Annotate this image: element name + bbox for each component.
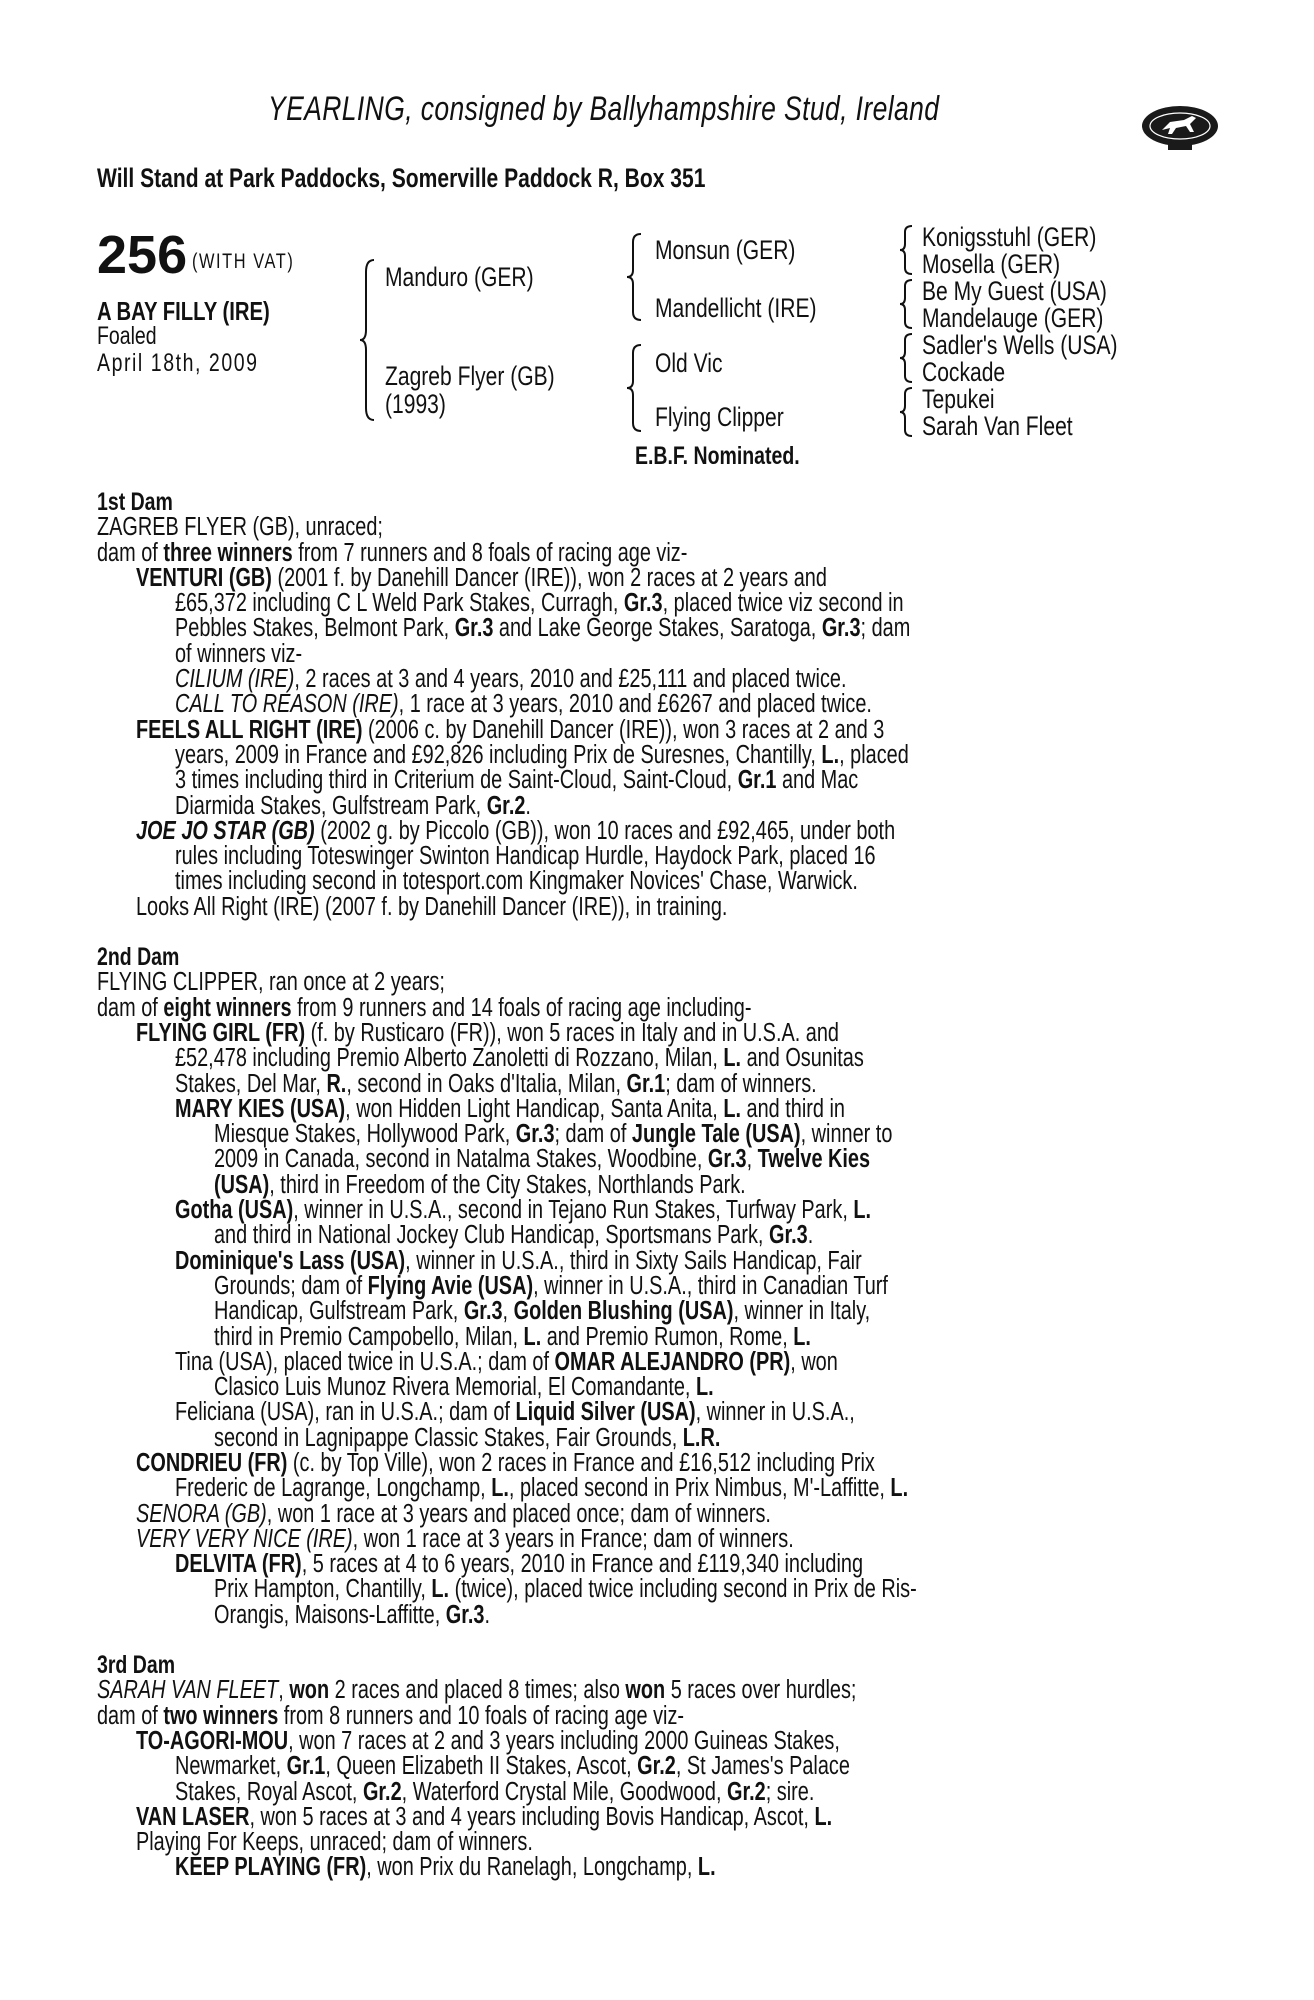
foaled-date: April 18th, 2009: [97, 349, 259, 377]
pedigree-brace-g3-4: [898, 386, 916, 438]
pedigree-brace-main: [358, 258, 378, 423]
lot-number: 256: [97, 225, 188, 285]
record-line: Dominique's Lass (USA), winner in U.S.A., third in Sixty Sails Handicap, Fair: [175, 1246, 862, 1275]
section-heading: 1st Dam: [97, 488, 173, 516]
record-line: SARAH VAN FLEET, won 2 races and placed 8 times; also won 5 races over hurdles;: [97, 1676, 857, 1705]
record-line: TO-AGORI-MOU, won 7 races at 2 and 3 years including 2000 Guineas Stakes,: [136, 1726, 840, 1755]
record-line: VENTURI (GB) (2001 f. by Danehill Dancer (IRE)), won 2 races at 2 years and: [136, 563, 827, 592]
pedigree-g3: Mosella (GER): [922, 249, 1061, 279]
pedigree-brace-g3-2: [898, 278, 916, 330]
pedigree-dam-dam: Flying Clipper: [655, 402, 784, 432]
record-line: Miesque Stakes, Hollywood Park, Gr.3; dam of Jungle Tale (USA), winner to: [214, 1120, 893, 1149]
record-line: FLYING GIRL (FR) (f. by Rusticaro (FR)), won 5 races in Italy and in U.S.A. and: [136, 1018, 839, 1047]
record-line: third in Premio Campobello, Milan, L. and Premio Rumon, Rome, L.: [214, 1322, 811, 1351]
pedigree-g3: Cockade: [922, 357, 1006, 387]
record-line: Handicap, Gulfstream Park, Gr.3, Golden Blushing (USA), winner in Italy,: [214, 1297, 871, 1326]
ebf-nominated: E.B.F. Nominated.: [635, 442, 800, 470]
record-line: and third in National Jockey Club Handicap, Sportsmans Park, Gr.3.: [214, 1221, 814, 1250]
yearling-bonus-badge: [1140, 98, 1220, 154]
record-line: Gotha (USA), winner in U.S.A., second in Tejano Run Stakes, Turfway Park, L.: [175, 1196, 872, 1225]
record-line: MARY KIES (USA), won Hidden Light Handicap, Santa Anita, L. and third in: [175, 1094, 845, 1123]
pedigree-dam-year: (1993): [385, 389, 446, 419]
record-line: KEEP PLAYING (FR), won Prix du Ranelagh, Longchamp, L.: [175, 1853, 716, 1882]
pedigree-g3: Konigsstuhl (GER): [922, 222, 1097, 252]
pedigree-sire-sire: Monsun (GER): [655, 235, 796, 265]
record-line: times including second in totesport.com Kingmaker Novices' Chase, Warwick.: [175, 867, 858, 896]
record-line: JOE JO STAR (GB) (2002 g. by Piccolo (GB)), won 10 races and £92,465, under both: [136, 816, 896, 845]
pedigree-g3: Sarah Van Fleet: [922, 411, 1073, 441]
pedigree-sire: Manduro (GER): [385, 262, 534, 292]
record-line: 3 times including third in Criterium de Saint-Cloud, Saint-Cloud, Gr.1 and Mac: [175, 766, 859, 795]
record-line: FLYING CLIPPER, ran once at 2 years;: [97, 968, 445, 997]
vat-label: (WITH VAT): [192, 250, 295, 273]
pedigree-sire-dam: Mandellicht (IRE): [655, 293, 817, 323]
record-line: Diarmida Stakes, Gulfstream Park, Gr.2.: [175, 791, 531, 820]
section-heading: 3rd Dam: [97, 1651, 176, 1680]
pedigree-dam-sire: Old Vic: [655, 348, 723, 378]
record-line: second in Lagnipappe Classic Stakes, Fair Grounds, L.R.: [214, 1423, 721, 1452]
record-line: SENORA (GB), won 1 race at 3 years and placed once; dam of winners.: [136, 1499, 771, 1528]
page-title: YEARLING, consigned by Ballyhampshire Stud, Ireland: [268, 90, 940, 128]
record-line: VAN LASER, won 5 races at 3 and 4 years including Bovis Handicap, Ascot, L.: [136, 1802, 833, 1831]
pedigree-g3: Tepukei: [922, 384, 995, 414]
first-dam-section: [97, 515, 1127, 920]
record-line: Stakes, Royal Ascot, Gr.2, Waterford Crystal Mile, Goodwood, Gr.2; sire.: [175, 1777, 815, 1806]
record-line: Newmarket, Gr.1, Queen Elizabeth II Stakes, Ascot, Gr.2, St James's Palace: [175, 1752, 850, 1781]
record-line: Looks All Right (IRE) (2007 f. by Danehill Dancer (IRE)), in training.: [136, 892, 728, 921]
record-line: CONDRIEU (FR) (c. by Top Ville), won 2 races in France and £16,512 including Prix: [136, 1448, 875, 1477]
record-line: Grounds; dam of Flying Avie (USA), winner in U.S.A., third in Canadian Turf: [214, 1271, 888, 1300]
record-line: Prix Hampton, Chantilly, L. (twice), placed twice including second in Prix de Ris-: [214, 1575, 917, 1604]
pedigree-g3: Mandelauge (GER): [922, 303, 1104, 333]
record-line: Clasico Luis Munoz Rivera Memorial, El Comandante, L.: [214, 1373, 714, 1402]
section-heading: 2nd Dam: [97, 943, 180, 972]
record-line: DELVITA (FR), 5 races at 4 to 6 years, 2010 in France and £119,340 including: [175, 1550, 864, 1579]
record-line: 2009 in Canada, second in Natalma Stakes, Woodbine, Gr.3, Twelve Kies: [214, 1145, 871, 1174]
record-line: £65,372 including C L Weld Park Stakes, Curragh, Gr.3, placed twice viz second in: [175, 589, 904, 618]
record-line: Playing For Keeps, unraced; dam of winners.: [136, 1828, 533, 1857]
record-line: Pebbles Stakes, Belmont Park, Gr.3 and Lake George Stakes, Saratoga, Gr.3; dam: [175, 614, 911, 643]
second-dam-section: [97, 970, 1127, 1628]
pedigree-brace-g3-3: [898, 332, 916, 384]
record-line: Feliciana (USA), ran in U.S.A.; dam of Liquid Silver (USA), winner in U.S.A.,: [175, 1398, 855, 1427]
stand-location: Will Stand at Park Paddocks, Somerville Paddock R, Box 351: [97, 163, 706, 193]
record-line: Orangis, Maisons-Laffitte, Gr.3.: [214, 1600, 491, 1629]
pedigree-g3: Sadler's Wells (USA): [922, 330, 1118, 360]
pedigree-brace-dam: [625, 343, 645, 433]
record-line: (USA), third in Freedom of the City Stakes, Northlands Park.: [214, 1170, 746, 1199]
pedigree-dam: Zagreb Flyer (GB): [385, 361, 555, 391]
produce-record: [97, 490, 1127, 1881]
record-line: CILIUM (IRE), 2 races at 3 and 4 years, 2010 and £25,111 and placed twice.: [175, 665, 847, 694]
horse-description: A BAY FILLY (IRE): [97, 296, 270, 326]
record-line: £52,478 including Premio Alberto Zanoletti di Rozzano, Milan, L. and Osunitas: [175, 1044, 864, 1073]
record-line: VERY VERY NICE (IRE), won 1 race at 3 years in France; dam of winners.: [136, 1524, 794, 1553]
pedigree-brace-g3-1: [898, 224, 916, 276]
record-line: ZAGREB FLYER (GB), unraced;: [97, 513, 383, 542]
record-line: Frederic de Lagrange, Longchamp, L., placed second in Prix Nimbus, M'-Laffitte, L.: [175, 1474, 909, 1503]
record-line: dam of eight winners from 9 runners and 14 foals of racing age including-: [97, 993, 752, 1022]
third-dam-section: [97, 1678, 1127, 1880]
record-line: dam of two winners from 8 runners and 10 foals of racing age viz-: [97, 1701, 685, 1730]
record-line: rules including Toteswinger Swinton Handicap Hurdle, Haydock Park, placed 16: [175, 842, 876, 871]
record-line: Tina (USA), placed twice in U.S.A.; dam of OMAR ALEJANDRO (PR), won: [175, 1347, 838, 1376]
pedigree-g3: Be My Guest (USA): [922, 276, 1107, 306]
record-line: FEELS ALL RIGHT (IRE) (2006 c. by Danehill Dancer (IRE)), won 3 races at 2 and 3: [136, 715, 885, 744]
record-line: years, 2009 in France and £92,826 including Prix de Suresnes, Chantilly, L., placed: [175, 740, 909, 769]
record-line: CALL TO REASON (IRE), 1 race at 3 years, 2010 and £6267 and placed twice.: [175, 690, 872, 719]
record-line: dam of three winners from 7 runners and 8 foals of racing age viz-: [97, 538, 688, 567]
foaled-label: Foaled: [97, 322, 157, 350]
record-line: of winners viz-: [175, 639, 303, 668]
record-line: Stakes, Del Mar, R., second in Oaks d'Italia, Milan, Gr.1; dam of winners.: [175, 1069, 817, 1098]
pedigree-brace-sire: [625, 232, 645, 322]
